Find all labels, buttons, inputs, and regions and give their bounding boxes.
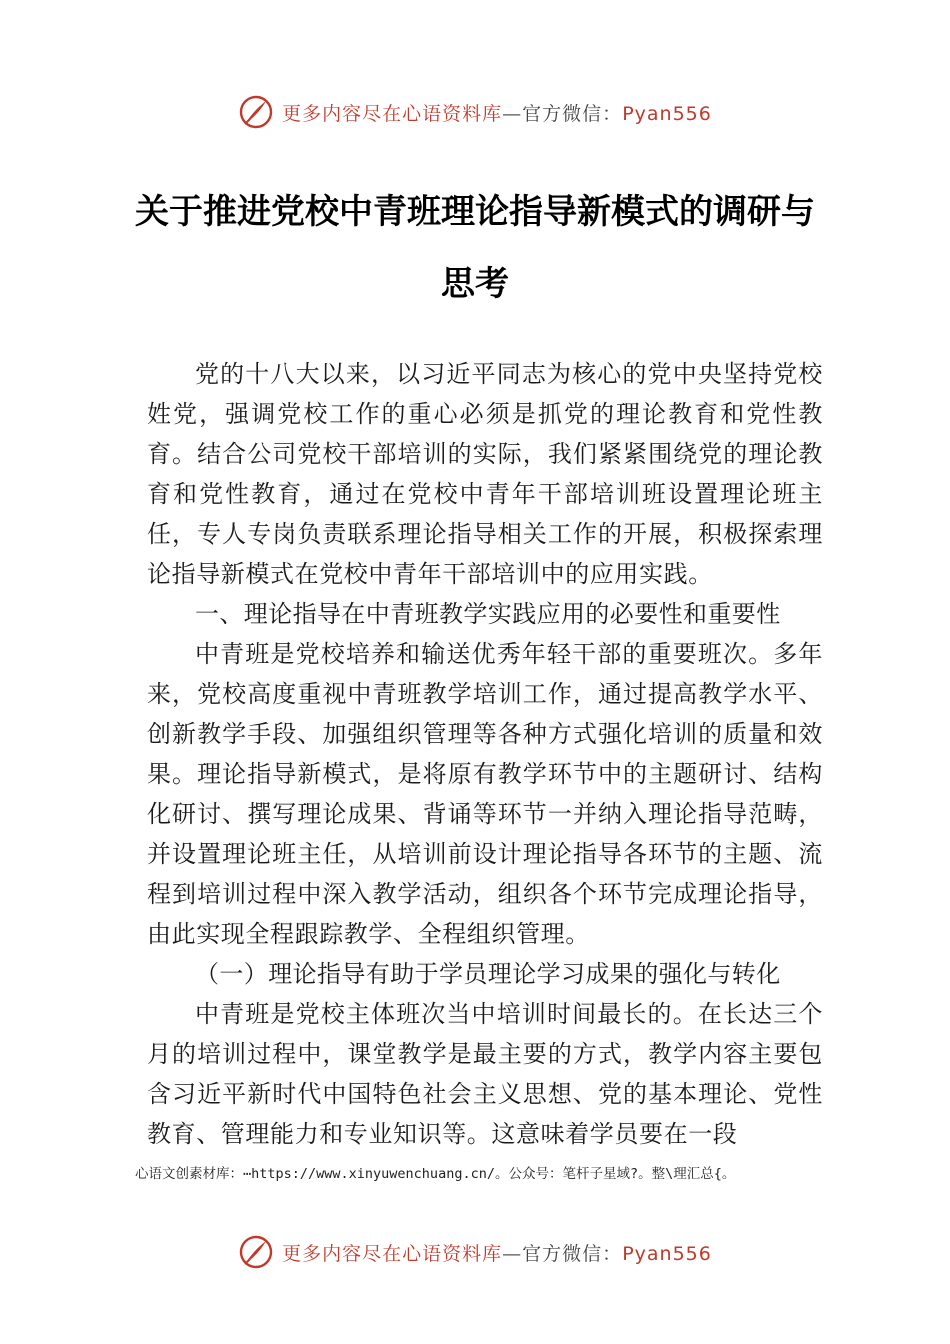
banner-lead: 更多内容尽在心语资料库 xyxy=(282,1242,503,1265)
banner-dash: — xyxy=(502,1242,523,1265)
document-title: 关于推进党校中青班理论指导新模式的调研与思考 xyxy=(135,192,815,304)
paragraph-subsection-1: 中青班是党校主体班次当中培训时间最长的。在长达三个月的培训过程中，课堂教学是最主要的方式，教学内容主要包含习近平新时代中国特色社会主义思想、党的基本理论、党性教育、管理能力和专业知识等。这意味着学员要在一段 xyxy=(147,1000,823,1148)
banner-dash: — xyxy=(502,102,523,125)
footer-source-note: 心语文创素材库：⋯https://www.xinyuwenchuang.cn/。公众号：笔杆子星域?。整\理汇总{。 xyxy=(135,1166,736,1182)
banner-lead: 更多内容尽在心语资料库 xyxy=(282,102,503,125)
banner-wechat-label: 官方微信： xyxy=(522,1242,623,1265)
quill-pen-logo-icon xyxy=(238,94,274,130)
banner-handle: Pyan556 xyxy=(622,1242,712,1265)
banner-wechat-label: 官方微信： xyxy=(522,102,623,125)
banner-handle: Pyan556 xyxy=(622,102,712,125)
quill-pen-logo-icon xyxy=(238,1234,274,1270)
subsection-heading-1: （一）理论指导有助于学员理论学习成果的强化与转化 xyxy=(195,960,781,988)
paragraph-section-1: 中青班是党校培养和输送优秀年轻干部的重要班次。多年来，党校高度重视中青班教学培训工作，通过提高教学水平、创新教学手段、加强组织管理等各种方式强化培训的质量和效果。理论指导新模式，是将原有教学环节中的主题研讨、结构化研讨、撰写理论成果、背诵等环节一并纳入理论指导范畴，并设置理论班主任，从培训前设计理论指导各环节的主题、流程到培训过程中深入教学活动，组织各个环节完成理论指导，由此实现全程跟踪教学、全程组织管理。 xyxy=(147,640,823,948)
paragraph-intro: 党的十八大以来，以习近平同志为核心的党中央坚持党校姓党，强调党校工作的重心必须是抓党的理论教育和党性教育。结合公司党校干部培训的实际，我们紧紧围绕党的理论教育和党性教育，通过在党校中青年干部培训班设置理论班主任，专人专岗负责联系理论指导相关工作的开展，积极探索理论指导新模式在党校中青年干部培训中的应用实践。 xyxy=(147,360,823,588)
banner-text xyxy=(282,1239,712,1266)
header-banner xyxy=(0,92,950,132)
footer-banner xyxy=(0,1232,950,1272)
section-heading-1: 一、理论指导在中青班教学实践应用的必要性和重要性 xyxy=(195,600,781,628)
document-body xyxy=(147,354,823,1154)
banner-text xyxy=(282,99,712,126)
